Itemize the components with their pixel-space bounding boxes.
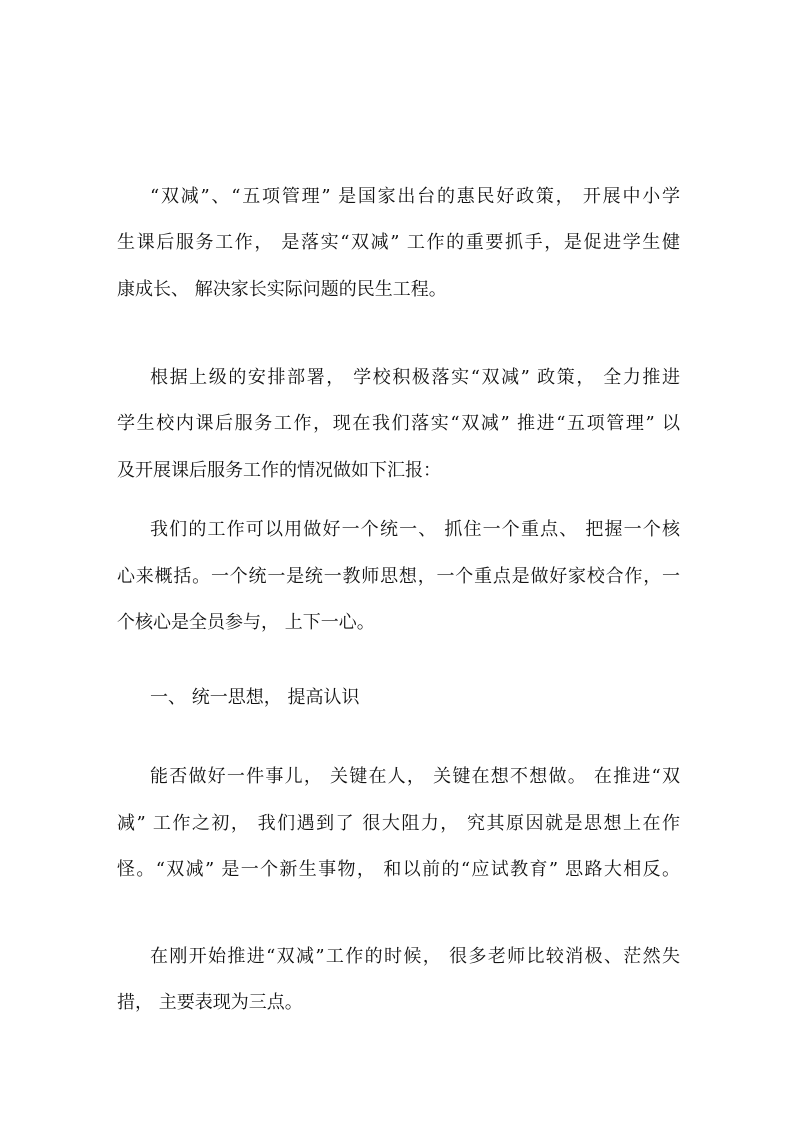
text-line: 减” 工作之初， 我们遇到了 很大阻力， 究其原因就是思想上在作 xyxy=(117,813,680,834)
text-line: 我们的工作可以用做好一个统一、 抓住一个重点、 把握一个核 xyxy=(150,519,680,540)
text-line: 及开展课后服务工作的情况做如下汇报： xyxy=(117,460,441,481)
text-line: 个核心是全员参与， 上下一心。 xyxy=(117,612,375,633)
text-line: “双减”、“五项管理” 是国家出台的惠民好政策， 开展中小学 xyxy=(150,186,680,207)
text-line: 心来概括。一个统一是统一教师思想，一个重点是做好家校合作，一 xyxy=(117,566,680,587)
text-line: 措， 主要表现为三点。 xyxy=(117,992,303,1013)
text-line: 能否做好一件事儿， 关键在人， 关键在想不想做。 在推进“双 xyxy=(150,766,680,787)
text-line: 在刚开始推进“双减”工作的时候， 很多老师比较消极、茫然失 xyxy=(150,946,680,967)
text-line: 生课后服务工作， 是落实“双减” 工作的重要抓手，是促进学生健 xyxy=(117,232,680,253)
text-line: 康成长、 解决家长实际问题的民生工程。 xyxy=(117,279,447,300)
text-line: 怪。“双减” 是一个新生事物， 和以前的“应试教育” 思路大相反。 xyxy=(117,859,680,880)
text-line: 学生校内课后服务工作，现在我们落实“双减” 推进“五项管理” 以 xyxy=(117,413,680,434)
text-line: 根据上级的安排部署， 学校积极落实“双减” 政策， 全力推进 xyxy=(150,367,680,388)
heading-text: 一、 统一思想， 提高认识 xyxy=(150,687,360,708)
